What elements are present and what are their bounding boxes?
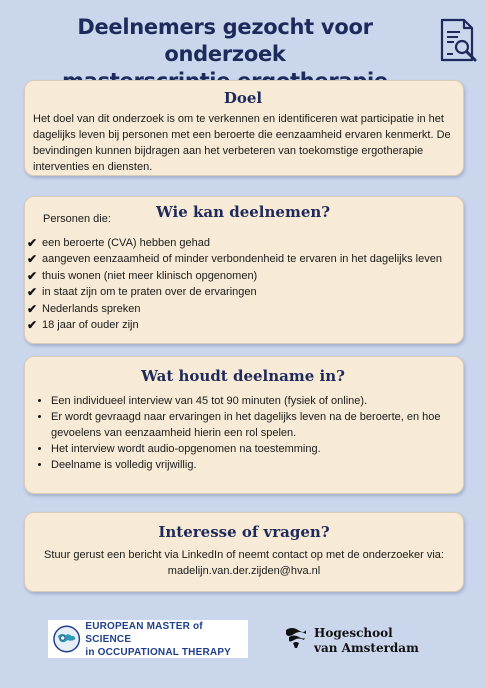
contact-text: Stuur gerust een bericht via LinkedIn of neemt contact op met de onderzoeker via: madelijn.van.der.zijden@hva.nl (44, 549, 444, 577)
criteria-text: thuis wonen (niet meer klinisch opgenomen) (42, 269, 258, 282)
criteria-text: Nederlands spreken (42, 302, 141, 315)
globe-icon (52, 624, 81, 654)
criteria-list (27, 235, 455, 333)
emscot-logo (48, 620, 248, 658)
emscot-line-1: EUROPEAN MASTER of SCIENCE (85, 620, 203, 645)
wie-heading: Wie kan deelnemen? (155, 203, 331, 221)
list-item (27, 268, 455, 284)
hva-line-1: Hogeschool (314, 626, 393, 640)
page-title-line-1: Deelnemers gezocht voor onderzoek (77, 15, 373, 66)
hva-wave-icon (284, 626, 308, 650)
hva-line-2: van Amsterdam (314, 641, 419, 655)
interesse-card (24, 512, 464, 592)
criteria-text: een beroerte (CVA) hebben gehad (42, 237, 210, 249)
hva-logo (284, 626, 419, 656)
list-item (27, 284, 455, 300)
interesse-heading: Interesse of vragen? (158, 523, 330, 541)
checkmark-icon: ✔ (27, 285, 38, 300)
doel-heading: Doel (223, 89, 263, 107)
wie-card (24, 196, 464, 344)
list-item (27, 301, 455, 317)
criteria-text: aangeven eenzaamheid of minder verbondenheid te ervaren in het dagelijks leven (42, 253, 442, 266)
emscot-line-2: in OCCUPATIONAL THERAPY (85, 646, 232, 658)
checkmark-icon: ✔ (27, 301, 38, 316)
participation-list (35, 393, 451, 473)
list-item: • Deelname is volledig vrijwillig. (51, 457, 451, 473)
list-item (27, 235, 455, 251)
list-item (27, 251, 455, 267)
wat-heading: Wat houdt deelname in? (141, 367, 345, 385)
criteria-text: 18 jaar of ouder zijn (42, 319, 139, 332)
checkmark-icon: ✔ (27, 318, 38, 333)
doel-text: Het doel van dit onderzoek is om te verkennen en identificeren wat participatie in het dagelijks leven bij personen met een beroerte die eenzaamheid ervaren kenmerkt. De bevindingen kunnen bijdragen aan het verbeteren van toekomstige ergotherapie interventies en diensten. (33, 113, 451, 173)
document-search-icon (438, 18, 478, 64)
list-item: • Het interview wordt audio-opgenomen na toestemming. (51, 441, 451, 457)
doel-card (24, 80, 464, 176)
wie-lead: Personen die: (43, 213, 111, 225)
wat-card (24, 356, 464, 494)
checkmark-icon: ✔ (27, 252, 38, 267)
checkmark-icon: ✔ (27, 236, 38, 250)
list-item: • Een individueel interview van 45 tot 90 minuten (fysiek of online). (51, 393, 451, 409)
list-item: • Er wordt gevraagd naar ervaringen in het dagelijks leven na de beroerte, en hoe gevoelens van eenzaamheid hierin een rol spelen. (51, 409, 451, 441)
checkmark-icon: ✔ (27, 268, 38, 283)
criteria-text: in staat zijn om te praten over de ervaringen (42, 286, 257, 299)
list-item (27, 317, 455, 333)
